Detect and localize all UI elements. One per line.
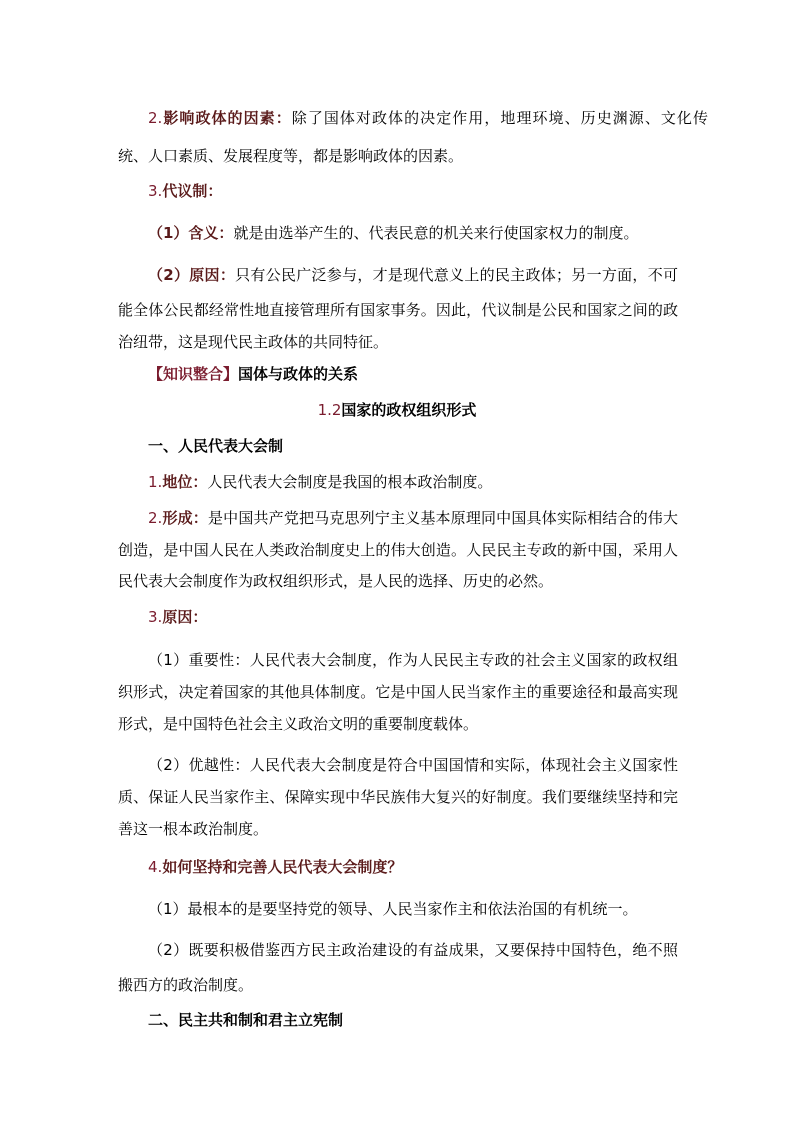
reasons-number: 3. <box>148 608 163 626</box>
section-title <box>0 400 794 420</box>
formation-number: 2. <box>148 509 163 527</box>
formation-text-2: 创造，是中国人民在人类政治制度史上的伟大创造。人民民主专政的新中国，采用人 <box>118 541 678 559</box>
knowledge-integration <box>148 364 708 384</box>
heading-npc-system <box>148 436 708 456</box>
formation-label: 形成： <box>162 509 208 527</box>
knowledge-label: 【知识整合】 <box>148 365 239 383</box>
reason-text-2: 能全体公民都经常性地直接管理所有国家事务。因此，代议制是公民和国家之间的政 <box>118 301 678 319</box>
representative-label: 代议制： <box>162 182 223 200</box>
importance-line-2 <box>118 682 678 702</box>
factors-text-1: 除了国体对政体的决定作用，地理环境、历史渊源、文化传 <box>291 109 708 127</box>
meaning-line <box>148 223 708 243</box>
representative-number: 3. <box>148 182 163 200</box>
heading-republic-monarchy <box>148 1010 708 1030</box>
uphold-heading <box>148 857 708 877</box>
importance-text-2: 织形式，决定着国家的其他具体制度。它是中国人民当家作主的重要途径和最高实现 <box>118 683 678 701</box>
reason-line-3 <box>118 332 678 352</box>
factors-label: 影响政体的因素： <box>162 109 292 127</box>
uphold-point-2-line-2 <box>118 975 678 995</box>
reasons-heading <box>148 607 708 627</box>
uphold-point-1-text: （1）最根本的是要坚持党的领导、人民当家作主和依法治国的有机统一。 <box>148 900 638 918</box>
meaning-label: （1）含义： <box>148 224 234 242</box>
status-label: 地位： <box>162 473 208 491</box>
reason-line-2 <box>118 300 678 320</box>
representative-heading <box>148 181 708 201</box>
factors-line-1 <box>148 108 708 128</box>
knowledge-text: 国体与政体的关系 <box>238 365 359 383</box>
superiority-text-2: 质、保证人民当家作主、保障实现中华民族伟大复兴的好制度。我们要继续坚持和完 <box>118 788 678 806</box>
uphold-point-2-text-2: 搬西方的政治制度。 <box>118 976 254 994</box>
superiority-text-1: 人民代表大会制度是符合中国国情和实际，体现社会主义国家性 <box>249 756 678 774</box>
factors-text-2: 统、人口素质、发展程度等，都是影响政体的因素。 <box>118 147 464 165</box>
section-number: 1.2 <box>317 401 342 419</box>
meaning-text: 就是由选举产生的、代表民意的机关来行使国家权力的制度。 <box>233 224 639 242</box>
uphold-number: 4. <box>148 858 163 876</box>
reason-text-1: 只有公民广泛参与，才是现代意义上的民主政体；另一方面，不可 <box>235 266 678 284</box>
importance-text-1: 人民代表大会制度，作为人民民主专政的社会主义国家的政权组 <box>249 651 678 669</box>
reason-text-3: 治纽带，这是现代民主政体的共同特征。 <box>118 333 389 351</box>
importance-line-3 <box>118 714 678 734</box>
formation-line-1 <box>148 508 678 528</box>
importance-text-3: 形式，是中国特色社会主义政治文明的重要制度载体。 <box>118 715 479 733</box>
importance-line-1 <box>148 650 678 670</box>
formation-text-1: 是中国共产党把马克思列宁主义基本原理同中国具体实际相结合的伟大 <box>207 509 678 527</box>
superiority-text-3: 善这一根本政治制度。 <box>118 820 269 838</box>
superiority-label: （2）优越性： <box>148 756 250 774</box>
uphold-point-1 <box>148 899 708 919</box>
reason-line-1 <box>148 265 678 285</box>
superiority-line-3 <box>118 819 678 839</box>
formation-line-2 <box>118 540 678 560</box>
section-title-text: 国家的政权组织形式 <box>341 401 477 419</box>
factors-line-2 <box>118 146 678 166</box>
uphold-label: 如何坚持和完善人民代表大会制度？ <box>162 858 403 876</box>
status-line <box>148 472 708 492</box>
formation-text-3: 民代表大会制度作为政权组织形式，是人民的选择、历史的必然。 <box>118 572 554 590</box>
status-text: 人民代表大会制度是我国的根本政治制度。 <box>207 473 493 491</box>
superiority-line-2 <box>118 787 678 807</box>
uphold-point-2-text-1: （2）既要积极借鉴西方民主政治建设的有益成果，又要保持中国特色，绝不照 <box>148 941 678 959</box>
reason-label: （2）原因： <box>148 266 236 284</box>
factors-number: 2. <box>148 109 163 127</box>
status-number: 1. <box>148 473 163 491</box>
heading-npc-text: 一、人民代表大会制 <box>148 437 284 455</box>
uphold-point-2-line-1 <box>148 940 678 960</box>
reasons-label: 原因： <box>162 608 208 626</box>
formation-line-3 <box>118 571 678 591</box>
importance-label: （1）重要性： <box>148 651 250 669</box>
superiority-line-1 <box>148 755 678 775</box>
heading-republic-text: 二、民主共和制和君主立宪制 <box>148 1011 344 1029</box>
